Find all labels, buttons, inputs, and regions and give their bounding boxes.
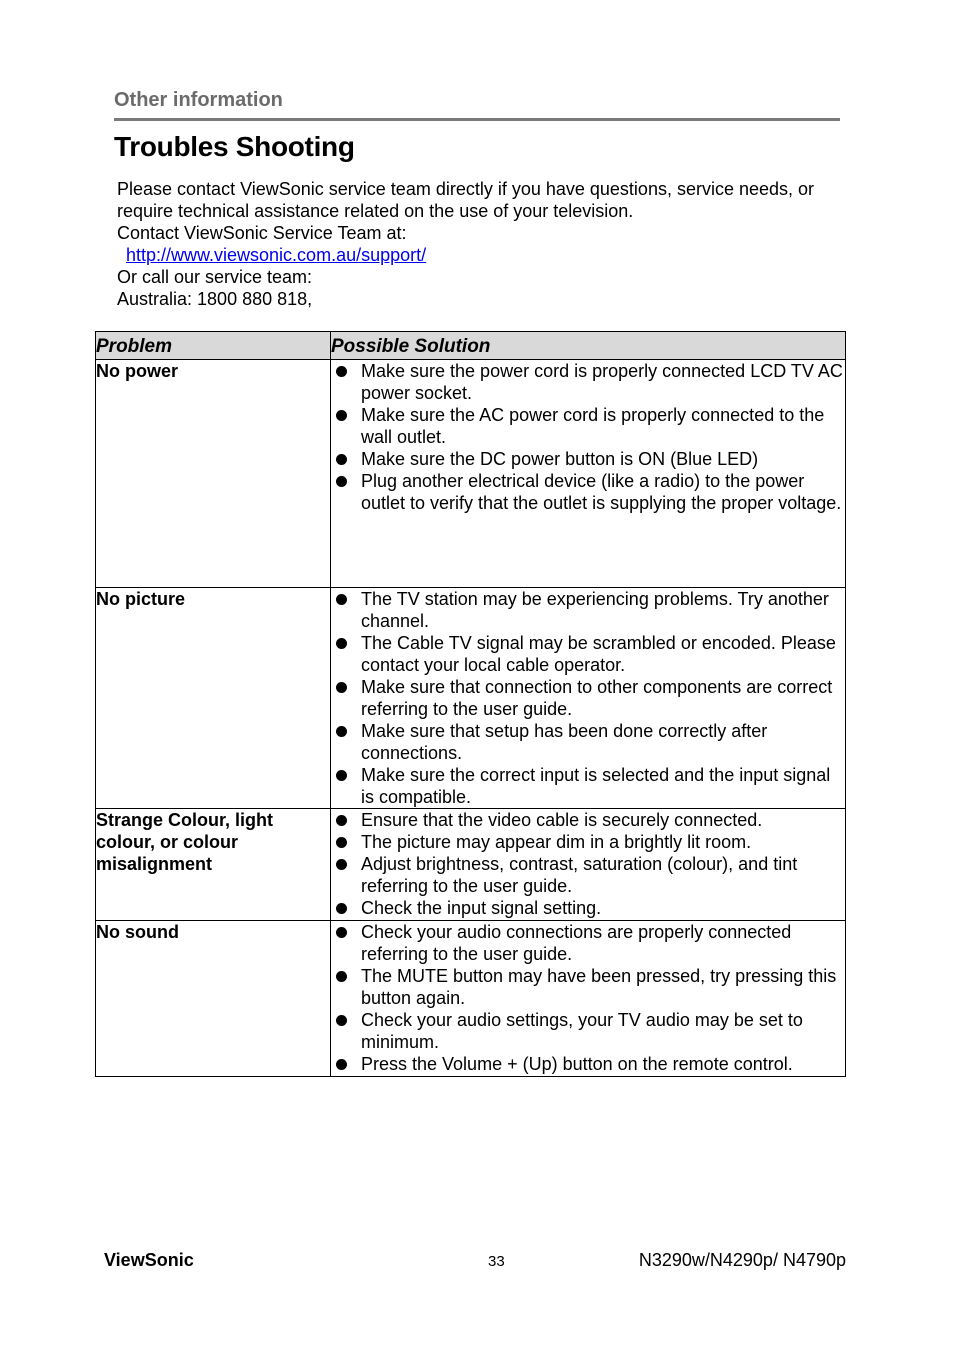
- solution-text: Check your audio settings, your TV audio may be set to minimum.: [361, 1010, 803, 1052]
- troubleshooting-table: [95, 331, 846, 1077]
- list-item: [358, 921, 845, 965]
- bullet-icon: [336, 638, 347, 649]
- solution-cell: [331, 588, 846, 809]
- bullet-icon: [336, 410, 347, 421]
- bullet-icon: [336, 1015, 347, 1026]
- solution-text: The MUTE button may have been pressed, try pressing this button again.: [361, 966, 837, 1008]
- solution-text: Check your audio connections are properly connected referring to the user guide.: [361, 922, 792, 964]
- bullet-icon: [336, 726, 347, 737]
- list-item: [358, 831, 845, 853]
- intro-phone-line: Australia: 1800 880 818,: [117, 289, 313, 309]
- list-item: [358, 965, 845, 1009]
- list-item: [358, 360, 845, 404]
- bullet-icon: [336, 927, 347, 938]
- bullet-icon: [336, 454, 347, 465]
- solution-text: Plug another electrical device (like a radio) to the power outlet to verify that the outlet is supplying the proper voltage.: [361, 471, 842, 513]
- column-header-solution: Possible Solution: [331, 332, 846, 360]
- bullet-icon: [336, 366, 347, 377]
- list-item: [358, 404, 845, 448]
- solution-text: Ensure that the video cable is securely connected.: [361, 810, 763, 830]
- bullet-icon: [336, 837, 347, 848]
- list-item: [358, 809, 845, 831]
- table-row: [96, 360, 846, 588]
- list-item: [358, 632, 845, 676]
- solution-text: Check the input signal setting.: [361, 898, 602, 918]
- bullet-icon: [336, 859, 347, 870]
- page-title: Troubles Shooting: [114, 131, 355, 162]
- solution-text: Press the Volume + (Up) button on the remote control.: [361, 1054, 793, 1074]
- solution-text: The picture may appear dim in a brightly lit room.: [361, 832, 752, 852]
- problem-cell: Strange Colour, light colour, or colour misalignment: [96, 809, 331, 921]
- list-item: [358, 853, 845, 897]
- solution-text: Make sure the correct input is selected and the input signal is compatible.: [361, 765, 831, 807]
- solution-text: The Cable TV signal may be scrambled or encoded. Please contact your local cable operator.: [361, 633, 836, 675]
- section-label: Other information: [114, 89, 283, 111]
- footer-model: N3290w/N4290p/ N4790p: [638, 1250, 846, 1270]
- bullet-icon: [336, 770, 347, 781]
- bullet-icon: [336, 903, 347, 914]
- problem-cell: No sound: [96, 921, 331, 1077]
- bullet-icon: [336, 594, 347, 605]
- solution-text: Make sure that connection to other components are correct referring to the user guide.: [361, 677, 833, 719]
- list-item: [358, 897, 845, 919]
- column-header-problem: Problem: [96, 332, 331, 360]
- list-item: [358, 720, 845, 764]
- intro-text: [117, 178, 817, 310]
- intro-paragraph: Please contact ViewSonic service team directly if you have questions, service needs, or require technical assistance related on the use of your television.: [117, 179, 815, 221]
- list-item: [358, 588, 845, 632]
- solution-text: Make sure the power cord is properly connected LCD TV AC power socket.: [361, 361, 843, 403]
- solution-cell: [331, 921, 846, 1077]
- intro-call-line: Or call our service team:: [117, 267, 313, 287]
- problem-cell: No picture: [96, 588, 331, 809]
- solution-text: Make sure that setup has been done correctly after connections.: [361, 721, 768, 763]
- solution-text: Adjust brightness, contrast, saturation (colour), and tint referring to the user guide.: [361, 854, 798, 896]
- table-row: [96, 921, 846, 1077]
- solution-cell: [331, 360, 846, 588]
- section-divider: [114, 118, 840, 121]
- intro-contact-line: Contact ViewSonic Service Team at:: [117, 223, 407, 243]
- list-item: [358, 764, 845, 808]
- problem-cell: No power: [96, 360, 331, 588]
- bullet-icon: [336, 476, 347, 487]
- footer-brand: ViewSonic: [104, 1250, 194, 1270]
- bullet-icon: [336, 1059, 347, 1070]
- bullet-icon: [336, 682, 347, 693]
- page-number: 33: [488, 1253, 505, 1270]
- bullet-icon: [336, 971, 347, 982]
- solution-text: Make sure the AC power cord is properly connected to the wall outlet.: [361, 405, 825, 447]
- list-item: [358, 448, 845, 470]
- support-link[interactable]: http://www.viewsonic.com.au/support/: [126, 245, 427, 265]
- list-item: [358, 470, 845, 514]
- list-item: [358, 1009, 845, 1053]
- solution-text: Make sure the DC power button is ON (Blue LED): [361, 449, 759, 469]
- table-row: [96, 588, 846, 809]
- list-item: [358, 676, 845, 720]
- table-row: [96, 809, 846, 921]
- table-header-row: [96, 332, 846, 360]
- list-item: [358, 1053, 845, 1075]
- solution-text: The TV station may be experiencing problems. Try another channel.: [361, 589, 829, 631]
- bullet-icon: [336, 815, 347, 826]
- solution-cell: [331, 809, 846, 921]
